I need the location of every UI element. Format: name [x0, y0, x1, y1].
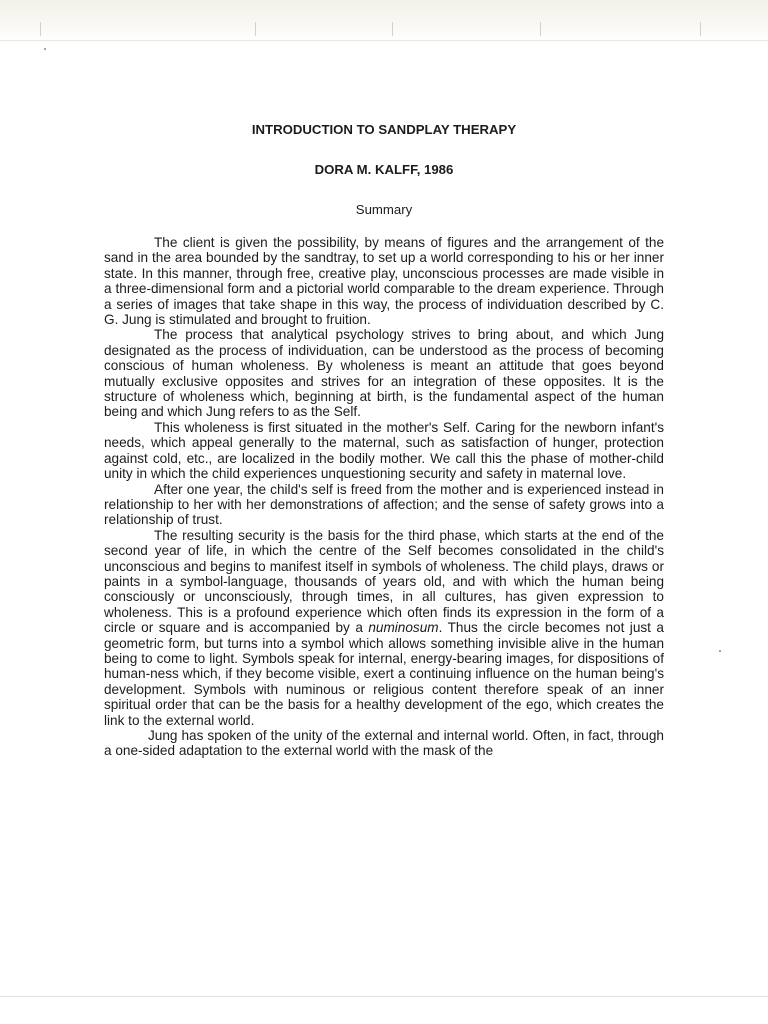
scan-top-edge	[0, 0, 768, 41]
document-author: DORA M. KALFF, 1986	[314, 162, 454, 177]
scan-mark	[392, 22, 393, 36]
paragraph: After one year, the child's self is freed from the mother and is experienced instead in relationship to her with her demonstrations of affection; and the sense of safety grows into a relationship of trust.	[104, 481, 664, 528]
paragraph: This wholeness is first situated in the mother's Self. Caring for the newborn infant's needs, which appeal generally to the maternal, such as satisfaction of hunger, protection against cold, etc., are localized in the bodily mother. We call this the phase of mother-child unity in which the child experiences unquestioning security and safety in maternal love.	[104, 419, 664, 482]
paragraph	[104, 528, 664, 728]
paragraph: Jung has spoken of the unity of the external and internal world. Often, in fact, through a one-sided adaptation to the external world with the mask of the	[104, 728, 664, 759]
scan-bottom-edge	[0, 996, 768, 997]
paragraph: The process that analytical psychology strives to bring about, and which Jung designated as the process of individuation, can be understood as the process of becoming conscious of human wholeness. By wholeness is meant an attitude that goes beyond mutually exclusive opposites and strives for an integration of these opposites. It is the structure of wholeness which, beginning at birth, is the fundamental aspect of the human being and which Jung refers to as the Self.	[104, 327, 664, 420]
document-body	[104, 235, 664, 759]
scan-mark	[255, 22, 256, 36]
document-page	[104, 122, 664, 759]
document-title: INTRODUCTION TO SANDPLAY THERAPY	[251, 122, 517, 137]
scan-mark	[540, 22, 541, 36]
scan-mark	[40, 22, 41, 36]
scan-speck	[719, 650, 721, 652]
italic-term: numinosum	[368, 620, 439, 636]
paragraph: The client is given the possibility, by means of figures and the arrangement of the sand in the area bounded by the sandtray, to set up a world corresponding to his or her inner state. In this manner, through free, creative play, unconscious processes are made visible in a three-dimensional form and a pictorial world comparable to the dream experience. Through a series of images that take shape in this way, the process of individuation described by C. G. Jung is stimulated and brought to fruition.	[104, 235, 664, 328]
scan-speck	[44, 48, 46, 50]
section-heading: Summary	[355, 202, 413, 217]
scan-mark	[700, 22, 701, 36]
paragraph-text: The resulting security is the basis for the third phase, which starts at the end of the second year of life, in which the centre of the Self becomes consolidated in the child's unconscious and begins to manifest itself in symbols of wholeness. The child plays, draws or paints in a symbol-language, thousands of years old, and with which the human being consciously or unconsciously, through times, in all cultures, has given expression to wholeness. This is a profound experience which often finds its expression in the form of a circle or square and is accompanied by a	[104, 527, 664, 636]
paragraph-text: . Thus the circle becomes not just a geometric form, but turns into a symbol which allows something invisible alive in the human being to come to light. Symbols speak for internal, energy-bearing images, for dispositions of human-ness which, if they become visible, exert a continuing influence on the human being's development. Symbols with numinous or religious content therefore speak of an inner spiritual order that can be the basis for a healthy development of the ego, which creates the link to the external world.	[104, 620, 664, 728]
